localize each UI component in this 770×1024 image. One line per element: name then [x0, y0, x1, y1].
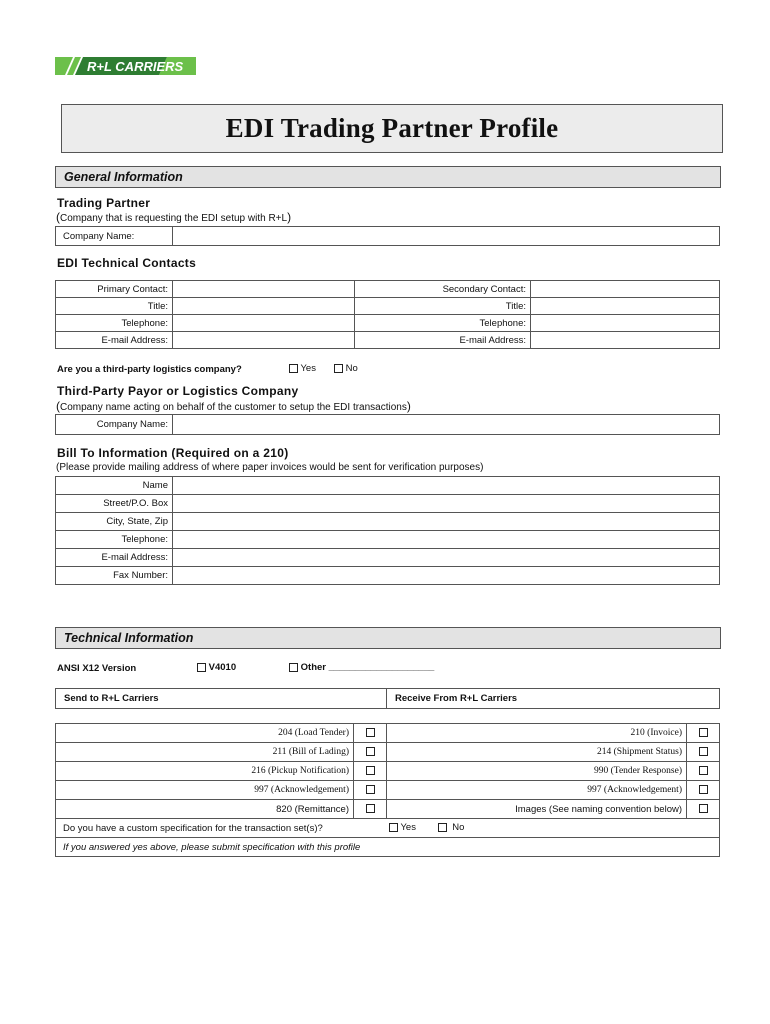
send-header: Send to R+L Carriers	[56, 689, 387, 709]
secondary-email-field[interactable]	[531, 332, 720, 349]
receive-item-cell	[687, 724, 720, 743]
company-name-table	[55, 226, 720, 246]
send-receive-header-table	[55, 688, 720, 709]
receive-990-checkbox[interactable]	[699, 766, 708, 775]
primary-email-field[interactable]	[173, 332, 355, 349]
custom-spec-no-option[interactable]	[438, 822, 464, 833]
receive-item-cell	[687, 800, 720, 819]
title-box	[61, 104, 723, 153]
contacts-table	[55, 280, 720, 349]
send-204-checkbox[interactable]	[366, 728, 375, 737]
trading-partner-heading: Trading Partner	[57, 196, 151, 210]
send-997-checkbox[interactable]	[366, 785, 375, 794]
technical-info-header	[55, 627, 721, 649]
third-party-company-field[interactable]	[173, 415, 720, 435]
trading-partner-note: (Company that is requesting the EDI setup with R+L)	[56, 210, 292, 224]
send-item-cell	[354, 781, 387, 800]
receive-item-label: 214 (Shipment Status)	[387, 743, 687, 762]
send-item-cell	[354, 800, 387, 819]
third-party-yes-option[interactable]	[289, 363, 316, 374]
bill-to-email-label: E-mail Address:	[56, 549, 173, 567]
receive-item-cell	[687, 743, 720, 762]
other-version-option[interactable]	[289, 662, 434, 673]
receive-214-checkbox[interactable]	[699, 747, 708, 756]
send-item-cell	[354, 743, 387, 762]
bill-to-fax-field[interactable]	[173, 567, 720, 585]
receive-997-checkbox[interactable]	[699, 785, 708, 794]
send-820-checkbox[interactable]	[366, 804, 375, 813]
general-info-heading: General Information	[64, 170, 183, 184]
company-name-label: Company Name:	[56, 227, 173, 246]
bill-to-table	[55, 476, 720, 585]
third-party-no-option[interactable]	[334, 363, 358, 374]
send-item-label: 204 (Load Tender)	[56, 724, 354, 743]
bill-to-name-field[interactable]	[173, 477, 720, 495]
receive-item-cell	[687, 781, 720, 800]
page-title: EDI Trading Partner Profile	[225, 113, 559, 143]
ansi-version-label: ANSI X12 Version	[57, 663, 137, 674]
send-211-checkbox[interactable]	[366, 747, 375, 756]
primary-title-label: Title:	[56, 298, 173, 315]
primary-telephone-field[interactable]	[173, 315, 355, 332]
third-party-company-label: Company Name:	[56, 415, 173, 435]
bill-to-name-label: Name	[56, 477, 173, 495]
secondary-title-label: Title:	[355, 298, 531, 315]
custom-spec-question: Do you have a custom specification for the transaction set(s)?	[63, 822, 323, 834]
primary-telephone-label: Telephone:	[56, 315, 173, 332]
secondary-telephone-field[interactable]	[531, 315, 720, 332]
bill-to-city-label: City, State, Zip	[56, 513, 173, 531]
third-party-yes-checkbox[interactable]	[289, 364, 298, 373]
bill-to-street-field[interactable]	[173, 495, 720, 513]
custom-spec-yes-label: Yes	[400, 822, 416, 833]
bill-to-street-label: Street/P.O. Box	[56, 495, 173, 513]
receive-item-cell	[687, 762, 720, 781]
rl-carriers-logo	[55, 57, 196, 75]
receive-item-label: 997 (Acknowledgement)	[387, 781, 687, 800]
primary-title-field[interactable]	[173, 298, 355, 315]
custom-spec-no-checkbox[interactable]	[438, 823, 447, 832]
bill-to-city-field[interactable]	[173, 513, 720, 531]
third-party-table	[55, 414, 720, 435]
third-party-heading: Third-Party Payor or Logistics Company	[57, 384, 299, 398]
secondary-contact-label: Secondary Contact:	[355, 281, 531, 298]
other-version-label: Other ____________________	[300, 662, 435, 673]
bill-to-telephone-label: Telephone:	[56, 531, 173, 549]
secondary-contact-field[interactable]	[531, 281, 720, 298]
send-item-label: 211 (Bill of Lading)	[56, 743, 354, 762]
logo-text: R+L CARRIERS	[87, 59, 184, 74]
third-party-question: Are you a third-party logistics company?	[57, 364, 242, 375]
transaction-sets-table	[55, 723, 720, 857]
custom-spec-footer-note: If you answered yes above, please submit specification with this profile	[56, 838, 720, 857]
contacts-heading: EDI Technical Contacts	[57, 256, 197, 270]
send-216-checkbox[interactable]	[366, 766, 375, 775]
send-item-cell	[354, 724, 387, 743]
technical-info-heading: Technical Information	[64, 631, 194, 645]
receive-item-label: Images (See naming convention below)	[387, 800, 687, 819]
primary-contact-label: Primary Contact:	[56, 281, 173, 298]
secondary-title-field[interactable]	[531, 298, 720, 315]
custom-spec-row	[56, 819, 720, 838]
company-name-field[interactable]	[173, 227, 720, 246]
third-party-yes-label: Yes	[300, 363, 316, 374]
receive-210-checkbox[interactable]	[699, 728, 708, 737]
bill-to-email-field[interactable]	[173, 549, 720, 567]
general-info-header	[55, 166, 721, 188]
bill-to-telephone-field[interactable]	[173, 531, 720, 549]
primary-email-label: E-mail Address:	[56, 332, 173, 349]
receive-item-label: 990 (Tender Response)	[387, 762, 687, 781]
bill-to-heading: Bill To Information (Required on a 210)	[57, 446, 289, 460]
third-party-note: (Company name acting on behalf of the customer to setup the EDI transactions)	[56, 399, 411, 413]
receive-item-label: 210 (Invoice)	[387, 724, 687, 743]
v4010-checkbox[interactable]	[197, 663, 206, 672]
receive-images-checkbox[interactable]	[699, 804, 708, 813]
send-item-label: 997 (Acknowledgement)	[56, 781, 354, 800]
third-party-no-label: No	[345, 363, 358, 374]
other-version-checkbox[interactable]	[289, 663, 298, 672]
custom-spec-yes-option[interactable]	[389, 822, 416, 833]
v4010-option[interactable]	[197, 662, 236, 673]
primary-contact-field[interactable]	[173, 281, 355, 298]
secondary-telephone-label: Telephone:	[355, 315, 531, 332]
send-item-label: 820 (Remittance)	[56, 800, 354, 819]
v4010-label: V4010	[208, 662, 237, 673]
receive-header: Receive From R+L Carriers	[387, 689, 720, 709]
secondary-email-label: E-mail Address:	[355, 332, 531, 349]
bill-to-fax-label: Fax Number:	[56, 567, 173, 585]
custom-spec-yes-checkbox[interactable]	[389, 823, 398, 832]
bill-to-note: (Please provide mailing address of where paper invoices would be sent for verification purposes)	[56, 462, 484, 473]
send-item-cell	[354, 762, 387, 781]
send-item-label: 216 (Pickup Notification)	[56, 762, 354, 781]
custom-spec-no-label: No	[452, 822, 465, 833]
third-party-no-checkbox[interactable]	[334, 364, 343, 373]
